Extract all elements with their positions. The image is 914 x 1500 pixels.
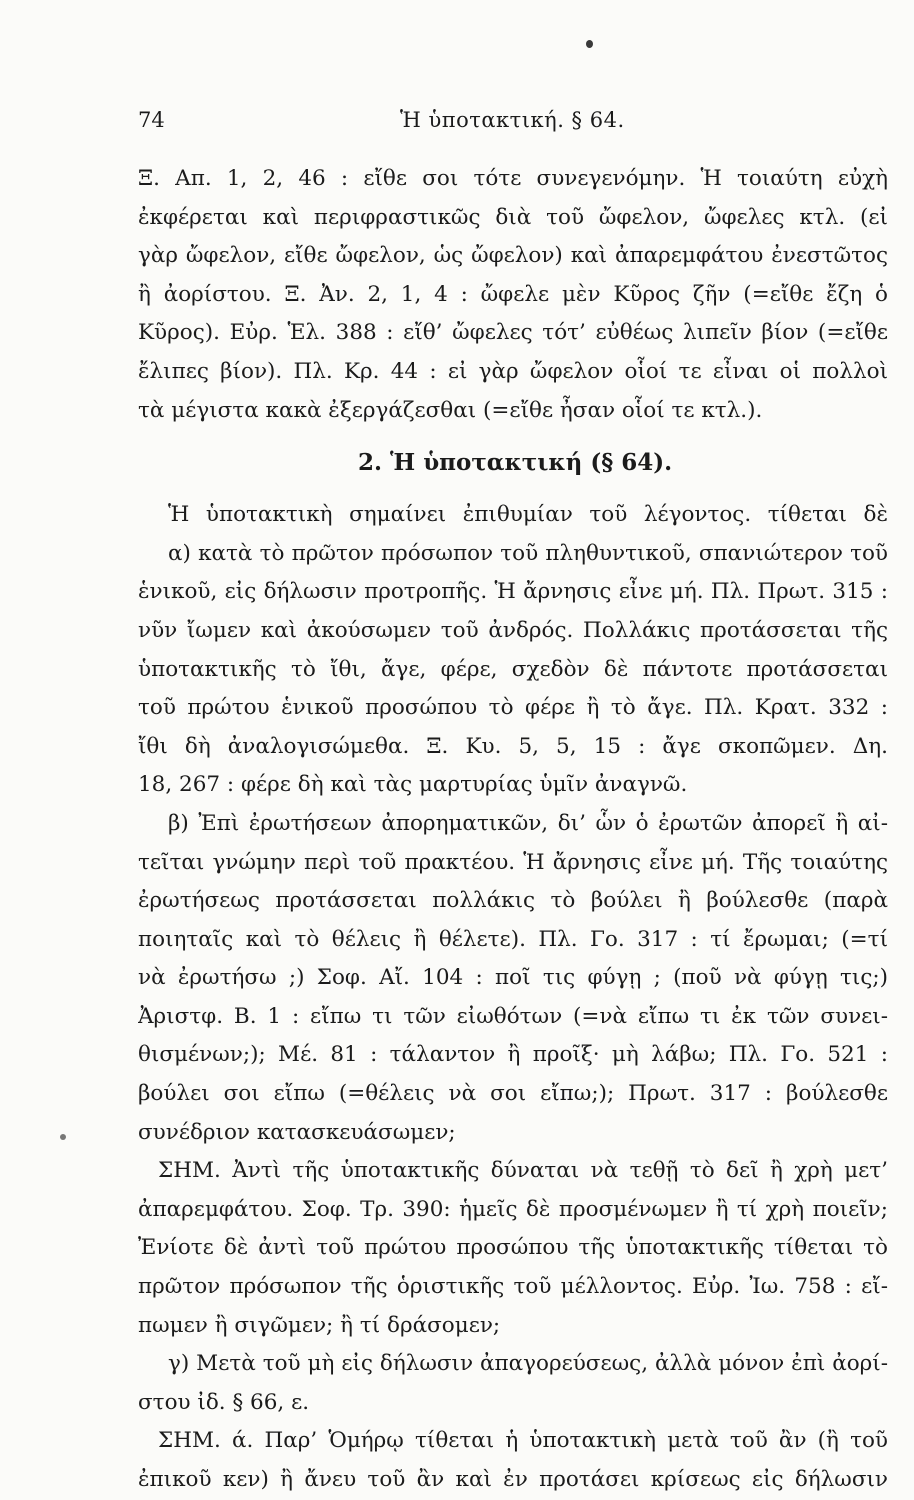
text-line: ΣΗΜ. ά. Παρ’ Ὁμήρῳ τίθεται ἡ ὑποτακτικὴ μετὰ τοῦ ἂν (ἢ τοῦ (158, 1428, 888, 1454)
text-line: Κῦρος). Εὐρ. Ἑλ. 388 : εἴθ’ ὤφελες τότ’ εὐθέως λιπεῖν βίον (=εἴθε (138, 320, 888, 346)
text-line: ὑποτακτικῆς τὸ ἴθι, ἄγε, φέρε, σχεδὸν δὲ πάντοτε προτάσσεται (138, 656, 888, 682)
text-line: γὰρ ὤφελον, εἴθε ὤφελον, ὡς ὤφελον) καὶ ἀπαρεμφάτου ἐνεστῶτος (138, 243, 888, 269)
text-line: Ξ. Απ. 1, 2, 46 : εἴθε σοι τότε συνεγενόμην. Ἡ τοιαύτη εὐχὴ (138, 166, 888, 191)
running-header (138, 108, 878, 142)
text-line: α) κατὰ τὸ πρῶτον πρόσωπον τοῦ πληθυντικοῦ, σπανιώτερον τοῦ (168, 540, 888, 566)
text-line: βούλει σοι εἴπω (=θέλεις νὰ σοι εἴπω;); Πρωτ. 317 : βούλεσθε (138, 1081, 888, 1107)
text-line: γ) Μετὰ τοῦ μὴ εἰς δήλωσιν ἀπαγορεύσεως, ἀλλὰ μόνον ἐπὶ ἀορί- (168, 1351, 888, 1377)
text-line: συνέδριον κατασκευάσωμεν; (138, 1119, 456, 1145)
text-line: τὰ μέγιστα κακὰ ἐξεργάζεσθαι (=εἴθε ἦσαν οἷοί τε κτλ.). (138, 397, 763, 423)
page-number: 74 (138, 108, 165, 132)
paragraph-wish-periphrasis (138, 160, 888, 430)
text-line: θισμένων;); Μέ. 81 : τάλαντον ἢ προῖξ· μὴ λάβω; Πλ. Γο. 521 : (138, 1042, 888, 1068)
paragraph-hortatory (138, 496, 888, 805)
text-line: ἢ ἀορίστου. Ξ. Ἀν. 2, 1, 4 : ὤφελε μὲν Κῦρος ζῆν (=εἴθε ἔζη ὁ (138, 281, 888, 307)
text-line: πρῶτον πρόσωπον τῆς ὁριστικῆς τοῦ μέλλοντος. Εὐρ. Ἰω. 758 : εἴ- (138, 1274, 888, 1300)
text-line: Ἡ ὑποτακτικὴ σημαίνει ἐπιθυμίαν τοῦ λέγοντος. τίθεται δὲ (168, 502, 888, 528)
text-line: ἐκφέρεται καὶ περιφραστικῶς διὰ τοῦ ὤφελον, ὤφελες κτλ. (εἰ (138, 204, 888, 230)
text-line: νὰ ἐρωτήσω ;) Σοφ. Αἴ. 104 : ποῖ τις φύγῃ ; (ποῦ νὰ φύγῃ τις;) (138, 965, 888, 991)
text-line: ἐρωτήσεως προτάσσεται πολλάκις τὸ βούλει ἢ βούλεσθε (παρὰ (138, 888, 888, 914)
margin-mark (60, 1134, 66, 1140)
running-title: Ἡ ὑποτακτική. § 64. (400, 108, 625, 132)
text-line: 18, 267 : φέρε δὴ καὶ τὰς μαρτυρίας ὑμῖν ἀναγνῶ. (138, 772, 688, 798)
text-line: Ἐνίοτε δὲ ἀντὶ τοῦ πρώτου προσώπου τῆς ὑποτακτικῆς τίθεται τὸ (138, 1235, 888, 1261)
text-line: ἑνικοῦ, εἰς δήλωσιν προτροπῆς. Ἡ ἄρνησις εἶνε μή. Πλ. Πρωτ. 315 : (138, 579, 888, 605)
text-line: νῦν ἴωμεν καὶ ἀκούσωμεν τοῦ ἀνδρός. Πολλάκις προτάσσεται τῆς (138, 617, 888, 643)
page-body (138, 160, 888, 1500)
note-paragraph (138, 1422, 888, 1499)
text-line: πωμεν ἢ σιγῶμεν; ἢ τί δράσομεν; (138, 1312, 501, 1338)
text-line: ἐπικοῦ κεν) ἢ ἄνευ τοῦ ἂν καὶ ἐν προτάσει κρίσεως εἰς δήλωσιν (138, 1467, 888, 1492)
text-line: ἔλιπες βίον). Πλ. Κρ. 44 : εἰ γὰρ ὤφελον οἷοί τε εἶναι οἱ πολλοὶ (138, 358, 888, 384)
text-line: τοῦ πρώτου ἑνικοῦ προσώπου τὸ φέρε ἢ τὸ ἄγε. Πλ. Κρατ. 332 : (138, 695, 888, 721)
paragraph-deliberative (138, 805, 888, 1152)
paragraph-prohibitive (138, 1345, 888, 1422)
section-heading: 2. Ἡ ὑποτακτική (§ 64). (358, 449, 673, 477)
note-paragraph (138, 1152, 888, 1345)
text-line: στου ἰδ. § 66, ε. (138, 1389, 310, 1415)
text-line: β) Ἐπὶ ἐρωτήσεων ἀπορηματικῶν, δι’ ὧν ὁ ἐρωτῶν ἀπορεῖ ἢ αἰ- (168, 810, 888, 836)
text-line: Ἀριστφ. Β. 1 : εἴπω τι τῶν εἰωθότων (=νὰ εἴπω τι ἐκ τῶν συνει- (138, 1003, 888, 1029)
text-line: ΣΗΜ. Ἀντὶ τῆς ὑποτακτικῆς δύναται νὰ τεθῇ τὸ δεῖ ἢ χρὴ μετ’ (158, 1158, 888, 1184)
text-line: ἀπαρεμφάτου. Σοφ. Τρ. 390: ἡμεῖς δὲ προσμένωμεν ἢ τί χρὴ ποιεῖν; (138, 1196, 888, 1222)
text-line: ἴθι δὴ ἀναλογισώμεθα. Ξ. Κυ. 5, 5, 15 : ἄγε σκοπῶμεν. Δη. (138, 733, 888, 759)
text-line: ποιηταῖς καὶ τὸ θέλεις ἢ θέλετε). Πλ. Γο. 317 : τί ἔρωμαι; (=τί (138, 926, 888, 952)
text-line: τεῖται γνώμην περὶ τοῦ πρακτέου. Ἡ ἄρνησις εἶνε μή. Τῆς τοιαύτης (138, 849, 888, 875)
ink-spot (586, 40, 593, 48)
